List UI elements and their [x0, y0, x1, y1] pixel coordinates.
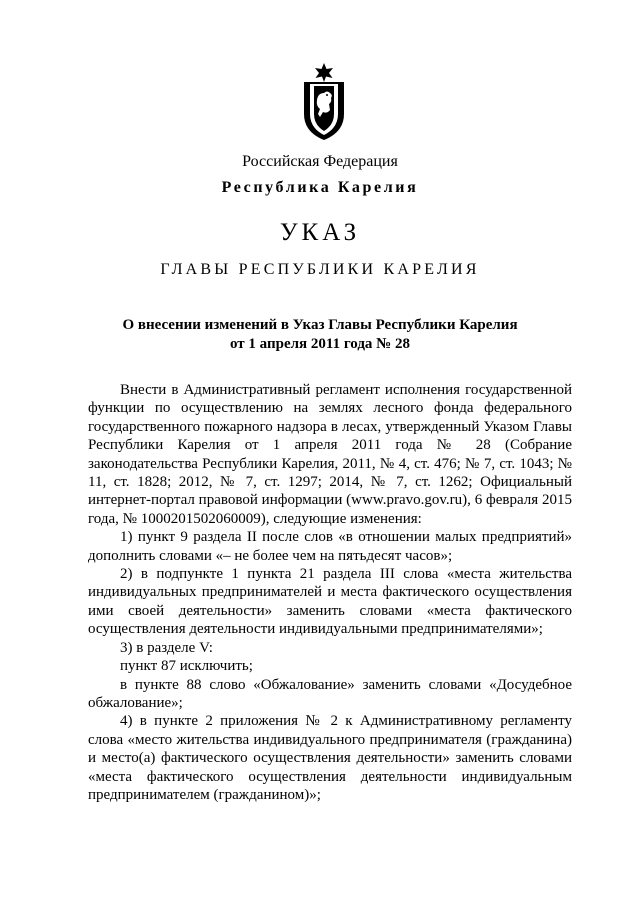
body-paragraph: Внести в Административный регламент исполнения государственной функции по осуществлению на землях лесного фонда федерального государственного пожарного надзора в лесах, утвержденный Указом Главы Республики Карелия от 1 апреля 2011 года № 28 (Собрание законодательства Республики Карелия, 2011, № 4, ст. 476; № 7, ст. 1043; № 11, ст. 1828; 2012, № 7, ст. 1297; 2014, № 7, ст. 1262; Официальный интернет-портал правовой информации (www.pravo.gov.ru), 6 февраля 2015 года, № 1000201502060009), следующие изменения:	[88, 382, 572, 527]
body-paragraph: пункт 87 исключить;	[120, 658, 253, 675]
karelia-coat-of-arms-icon	[296, 62, 352, 142]
country-name: Российская Федерация	[242, 153, 398, 170]
republic-name: Республика Карелия	[221, 179, 419, 196]
body-paragraph: в пункте 88 слово «Обжалование» заменить словами «Досудебное обжалование»;	[88, 676, 572, 711]
decree-title-line-2: от 1 апреля 2011 года № 28	[230, 336, 410, 352]
body-paragraph: 3) в разделе V:	[120, 639, 213, 656]
document-type: УКАЗ	[279, 219, 361, 246]
issuer-title: ГЛАВЫ РЕСПУБЛИКИ КАРЕЛИЯ	[160, 261, 480, 278]
decree-body	[88, 381, 572, 804]
body-paragraph: 1) пункт 9 раздела II после слов «в отношении малых предприятий» дополнить словами «– не более чем на пятьдесят часов»;	[88, 529, 572, 564]
body-paragraph: 2) в подпункте 1 пункта 21 раздела III слова «места жительства индивидуальных предпринимателей и места фактического осуществления ими своей деятельности» заменить словами «места фактического осуществления деятельности индивидуальными предпринимателями»;	[88, 566, 572, 638]
decree-title-line-1: О внесении изменений в Указ Главы Республики Карелия	[122, 317, 518, 333]
body-paragraph: 4) в пункте 2 приложения № 2 к Административному регламенту слова «место жительства индивидуального предпринимателя (гражданина) и место(а) фактического осуществления деятельности» заменить словами «места фактического осуществления деятельности индивидуальным предпринимателем (гражданином)»;	[88, 713, 572, 803]
decree-title	[0, 316, 640, 354]
